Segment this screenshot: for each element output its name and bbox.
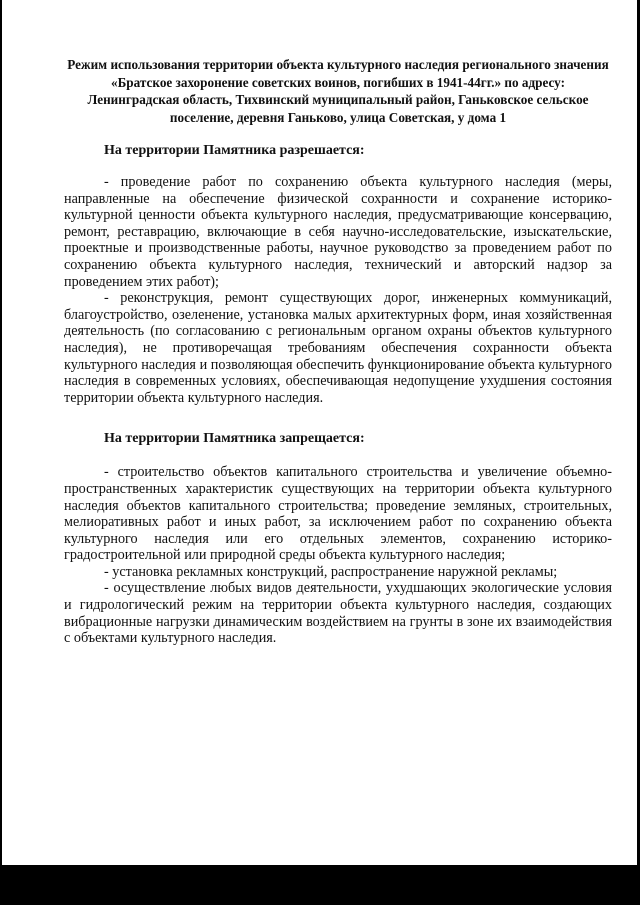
prohibited-item: - осуществление любых видов деятельности, ухудшающих экологические условия и гидрологический режим на территории объекта культурного наследия, создающих вибрационные нагрузки динамическим воздействием на грунты в зоне их взаимодействия с объектами культурного наследия.	[64, 580, 612, 647]
prohibited-heading: На территории Памятника запрещается:	[104, 431, 365, 447]
prohibited-item: - установка рекламных конструкций, распространение наружной рекламы;	[104, 563, 558, 580]
allowed-item: - реконструкция, ремонт существующих дорог, инженерных коммуникаций, благоустройство, озеленение, установка малых архитектурных форм, иная хозяйственная деятельность (по согласованию с региональным органом охраны объектов культурного наследия), не противоречащая требованиям обеспечения сохранности объекта культурного наследия и позволяющая обеспечить функционирование объекта культурного наследия в современных условиях, обеспечивающая недопущение ухудшения состояния территории объекта культурного наследия.	[64, 290, 612, 406]
prohibited-item: - строительство объектов капитального строительства и увеличение объемно-пространственных характеристик существующих на территории объекта культурного наследия объектов капитального строительства; проведение земляных, строительных, мелиоративных работ и иных работ, за исключением работ по сохранению объекта культурного наследия или его отдельных элементов, сохранению историко-градостроительной или природной среды объекта культурного наследия;	[64, 464, 612, 564]
document-title: Режим использования территории объекта культурного наследия регионального значения «Братское захоронение советских воинов, погибших в 1941-44гг.» по адресу: Ленинградская область, Тихвинский муниципальный район, Ганьковское сельское поселение, деревня Ганьково, улица Советская, у дома 1	[67, 57, 609, 125]
document-content	[64, 56, 612, 647]
scan-bottom-border	[2, 865, 640, 905]
allowed-heading: На территории Памятника разрешается:	[104, 143, 365, 158]
allowed-item: - проведение работ по сохранению объекта культурного наследия (меры, направленные на обеспечение физической сохранности и сохранение историко-культурной ценности объекта культурного наследия, предусматривающие консервацию, ремонт, реставрацию, включающие в себя научно-исследовательские, изыскательские, проектные и производственные работы, научное руководство за проведением работ по сохранению объекта культурного наследия, технический и авторский надзор за проведением этих работ);	[64, 174, 612, 290]
prohibited-list	[64, 464, 612, 647]
allowed-list	[64, 174, 612, 406]
